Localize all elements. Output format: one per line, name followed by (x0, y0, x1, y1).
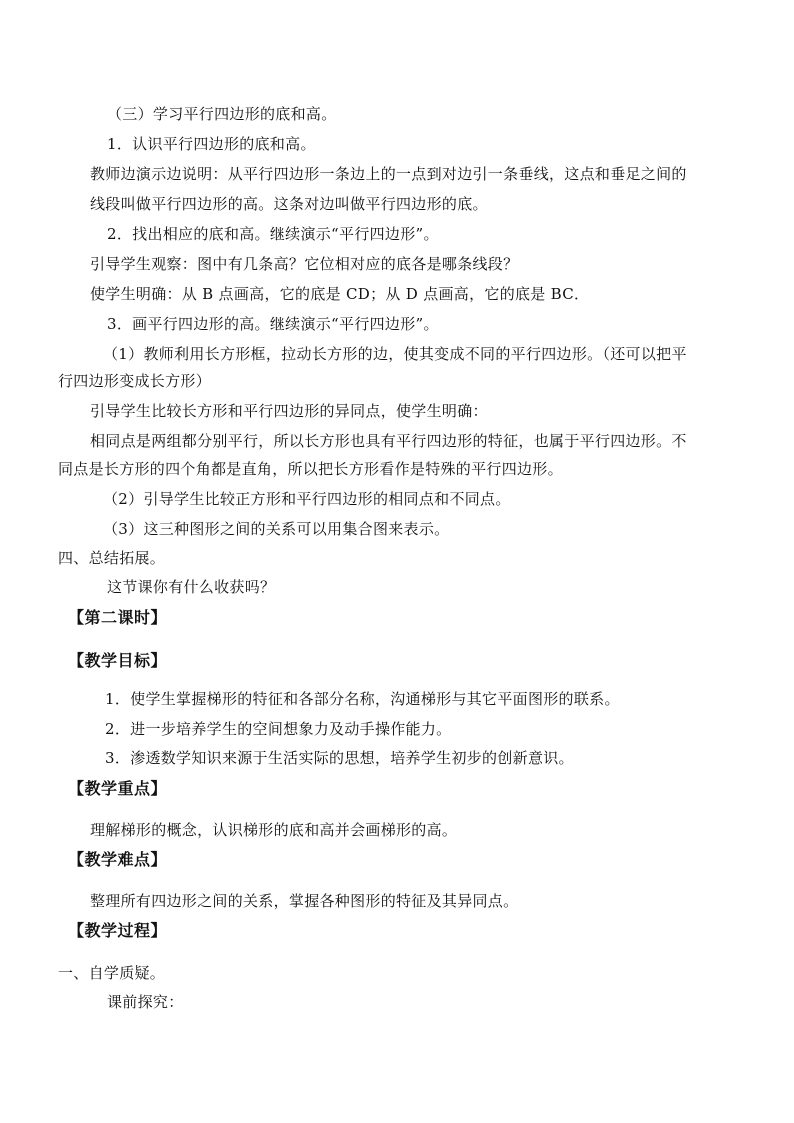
paragraph-line: 引导学生观察：图中有几条高？它位相对应的底各是哪条线段？ (90, 255, 519, 273)
step-3-text: 3．画平行四边形的高。继续演示“平行四边形”。 (107, 315, 439, 333)
key-points-heading: 【教学重点】 (68, 779, 168, 798)
objectives-heading: 【教学目标】 (68, 651, 168, 670)
objective-item: 1．使学生掌握梯形的特征和各部分名称，沟通梯形与其它平面图形的联系。 (105, 690, 620, 708)
objective-item: 3．渗透数学知识来源于生活实际的思想，培养学生初步的创新意识。 (105, 749, 574, 767)
step-1-text: 1．认识平行四边形的底和高。 (107, 135, 316, 153)
paragraph-line: 课前探究： (107, 993, 184, 1011)
paragraph-line: 引导学生比较长方形和平行四边形的异同点，使学生明确： (90, 402, 488, 420)
step-2-text: 2．找出相应的底和高。继续演示“平行四边形”。 (107, 225, 439, 243)
paragraph-line: 相同点是两组都分别平行，所以长方形也具有平行四边形的特征，也属于平行四边形。不 (90, 432, 687, 450)
difficulties-text: 整理所有四边形之间的关系，掌握各种图形的特征及其异同点。 (90, 892, 519, 910)
section-heading: 一、自学质疑。 (58, 964, 166, 982)
section-subheading: （三）学习平行四边形的底和高。 (107, 105, 337, 123)
paragraph-line: （3）这三种图形之间的关系可以用集合图来表示。 (103, 520, 450, 538)
paragraph-line: 同点是长方形的四个角都是直角，所以把长方形看作是特殊的平行四边形。 (58, 460, 563, 478)
lesson-heading: 【第二课时】 (68, 608, 168, 627)
difficulties-heading: 【教学难点】 (68, 850, 168, 869)
paragraph-line: 线段叫做平行四边形的高。这条对边叫做平行四边形的底。 (90, 195, 488, 213)
key-points-text: 理解梯形的概念，认识梯形的底和高并会画梯形的高。 (90, 821, 458, 839)
process-heading: 【教学过程】 (68, 921, 168, 940)
paragraph-line: （2）引导学生比较正方形和平行四边形的相同点和不同点。 (103, 490, 511, 508)
paragraph-line: 教师边演示边说明：从平行四边形一条边上的一点到对边引一条垂线，这点和垂足之间的 (90, 165, 687, 183)
paragraph-line: 使学生明确：从 B 点画高，它的底是 CD；从 D 点画高，它的底是 BC． (90, 285, 590, 303)
objective-item: 2．进一步培养学生的空间想象力及动手操作能力。 (105, 720, 452, 738)
paragraph-line: 行四边形变成长方形） (58, 372, 212, 390)
paragraph-line: 这节课你有什么收获吗？ (107, 578, 276, 596)
section-heading: 四、总结拓展。 (58, 549, 166, 567)
paragraph-line: （1）教师利用长方形框，拉动长方形的边，使其变成不同的平行四边形。（还可以把平 (103, 345, 687, 363)
